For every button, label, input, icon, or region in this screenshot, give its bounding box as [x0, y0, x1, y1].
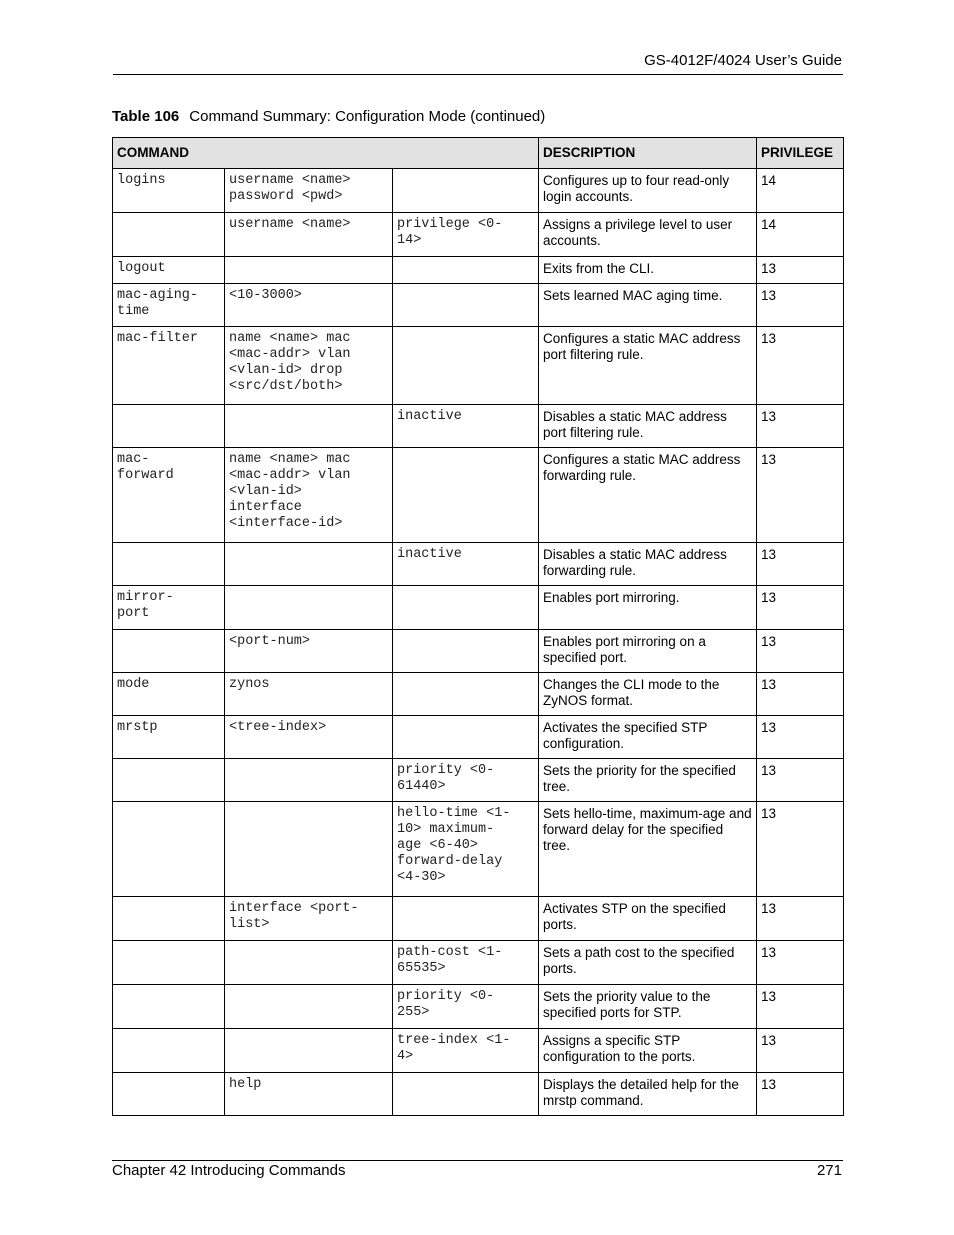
- table-row: [113, 213, 844, 257]
- cell-option: [393, 448, 539, 543]
- cell-option: inactive: [393, 543, 539, 586]
- cell-description: Assigns a privilege level to user accounts.: [539, 213, 757, 257]
- cell-description: Changes the CLI mode to the ZyNOS format.: [539, 673, 757, 716]
- table-row: [113, 630, 844, 673]
- table-row: [113, 543, 844, 586]
- cell-description: Sets learned MAC aging time.: [539, 284, 757, 327]
- table-row: [113, 1073, 844, 1116]
- cell-option: [393, 1073, 539, 1116]
- cell-description: Activates the specified STP configuration.: [539, 716, 757, 759]
- cell-privilege: 13: [757, 897, 844, 941]
- table-row: [113, 897, 844, 941]
- cell-privilege: 13: [757, 985, 844, 1029]
- cell-argument: [225, 586, 393, 630]
- cell-description: Disables a static MAC address port filtering rule.: [539, 405, 757, 448]
- cell-option: [393, 897, 539, 941]
- cell-privilege: 13: [757, 1073, 844, 1116]
- cell-command: mac- forward: [113, 448, 225, 543]
- cell-description: Configures up to four read-only login accounts.: [539, 169, 757, 213]
- footer-chapter: Chapter 42 Introducing Commands: [112, 1162, 346, 1179]
- cell-command: [113, 759, 225, 802]
- cell-command: [113, 897, 225, 941]
- table-row: [113, 284, 844, 327]
- cell-command: [113, 1073, 225, 1116]
- cell-description: Sets the priority for the specified tree.: [539, 759, 757, 802]
- cell-command: [113, 1029, 225, 1073]
- cell-option: inactive: [393, 405, 539, 448]
- cell-privilege: 13: [757, 257, 844, 284]
- cell-command: [113, 543, 225, 586]
- table-row: [113, 405, 844, 448]
- cell-description: Configures a static MAC address port filtering rule.: [539, 327, 757, 405]
- cell-command: [113, 941, 225, 985]
- table-row: [113, 586, 844, 630]
- table-row: [113, 448, 844, 543]
- cell-description: Sets a path cost to the specified ports.: [539, 941, 757, 985]
- cell-privilege: 13: [757, 448, 844, 543]
- cell-argument: username <name> password <pwd>: [225, 169, 393, 213]
- cell-privilege: 14: [757, 169, 844, 213]
- cell-description: Assigns a specific STP configuration to the ports.: [539, 1029, 757, 1073]
- command-summary-table: [112, 137, 844, 1116]
- table-row: [113, 673, 844, 716]
- cell-option: hello-time <1- 10> maximum- age <6-40> forward-delay <4-30>: [393, 802, 539, 897]
- cell-argument: name <name> mac <mac-addr> vlan <vlan-id> interface <interface-id>: [225, 448, 393, 543]
- cell-option: [393, 630, 539, 673]
- cell-privilege: 13: [757, 327, 844, 405]
- cell-command: [113, 213, 225, 257]
- header-divider: [113, 74, 843, 75]
- table-row: [113, 1029, 844, 1073]
- cell-command: [113, 630, 225, 673]
- cell-option: [393, 716, 539, 759]
- header-description: DESCRIPTION: [539, 138, 757, 169]
- footer-page-number: 271: [816, 1162, 842, 1179]
- cell-argument: username <name>: [225, 213, 393, 257]
- cell-privilege: 13: [757, 716, 844, 759]
- table-row: [113, 716, 844, 759]
- cell-description: Exits from the CLI.: [539, 257, 757, 284]
- cell-argument: help: [225, 1073, 393, 1116]
- cell-argument: [225, 985, 393, 1029]
- cell-argument: <port-num>: [225, 630, 393, 673]
- cell-argument: [225, 257, 393, 284]
- table-row: [113, 327, 844, 405]
- cell-description: Displays the detailed help for the mrstp command.: [539, 1073, 757, 1116]
- cell-option: priority <0- 255>: [393, 985, 539, 1029]
- table-row: [113, 985, 844, 1029]
- cell-description: Disables a static MAC address forwarding rule.: [539, 543, 757, 586]
- cell-description: Configures a static MAC address forwarding rule.: [539, 448, 757, 543]
- table-body: [113, 169, 844, 1116]
- cell-privilege: 13: [757, 1029, 844, 1073]
- cell-command: [113, 802, 225, 897]
- cell-argument: [225, 1029, 393, 1073]
- cell-argument: zynos: [225, 673, 393, 716]
- cell-privilege: 13: [757, 802, 844, 897]
- cell-privilege: 13: [757, 630, 844, 673]
- cell-description: Enables port mirroring on a specified port.: [539, 630, 757, 673]
- cell-argument: [225, 759, 393, 802]
- cell-command: mode: [113, 673, 225, 716]
- cell-option: [393, 586, 539, 630]
- table-row: [113, 941, 844, 985]
- table-row: [113, 759, 844, 802]
- cell-option: path-cost <1- 65535>: [393, 941, 539, 985]
- cell-option: [393, 327, 539, 405]
- table-caption-text: Command Summary: Configuration Mode (continued): [189, 108, 546, 125]
- cell-argument: [225, 802, 393, 897]
- cell-argument: [225, 543, 393, 586]
- cell-command: mac-filter: [113, 327, 225, 405]
- table-row: [113, 802, 844, 897]
- cell-privilege: 13: [757, 941, 844, 985]
- cell-command: logout: [113, 257, 225, 284]
- cell-command: mac-aging- time: [113, 284, 225, 327]
- table-caption: [112, 108, 545, 125]
- cell-option: [393, 673, 539, 716]
- cell-option: [393, 284, 539, 327]
- cell-privilege: 13: [757, 759, 844, 802]
- footer-divider: [112, 1160, 843, 1161]
- cell-privilege: 13: [757, 673, 844, 716]
- header-command: COMMAND: [113, 138, 539, 169]
- header-privilege: PRIVILEGE: [757, 138, 844, 169]
- cell-option: [393, 169, 539, 213]
- table-row: [113, 257, 844, 284]
- cell-argument: interface <port- list>: [225, 897, 393, 941]
- cell-option: priority <0- 61440>: [393, 759, 539, 802]
- table-caption-label: Table 106: [112, 108, 180, 125]
- cell-description: Activates STP on the specified ports.: [539, 897, 757, 941]
- cell-privilege: 13: [757, 543, 844, 586]
- cell-description: Sets hello-time, maximum-age and forward delay for the specified tree.: [539, 802, 757, 897]
- cell-argument: [225, 405, 393, 448]
- cell-description: Sets the priority value to the specified ports for STP.: [539, 985, 757, 1029]
- cell-argument: <10-3000>: [225, 284, 393, 327]
- cell-argument: [225, 941, 393, 985]
- cell-privilege: 14: [757, 213, 844, 257]
- cell-command: logins: [113, 169, 225, 213]
- cell-privilege: 13: [757, 284, 844, 327]
- cell-command: [113, 405, 225, 448]
- table-header-row: [113, 138, 844, 169]
- running-header-title: GS-4012F/4024 User’s Guide: [644, 52, 842, 69]
- cell-privilege: 13: [757, 586, 844, 630]
- cell-command: [113, 985, 225, 1029]
- cell-description: Enables port mirroring.: [539, 586, 757, 630]
- cell-option: privilege <0- 14>: [393, 213, 539, 257]
- cell-option: tree-index <1- 4>: [393, 1029, 539, 1073]
- cell-command: mrstp: [113, 716, 225, 759]
- cell-privilege: 13: [757, 405, 844, 448]
- cell-command: mirror- port: [113, 586, 225, 630]
- cell-argument: <tree-index>: [225, 716, 393, 759]
- table-row: [113, 169, 844, 213]
- cell-option: [393, 257, 539, 284]
- cell-argument: name <name> mac <mac-addr> vlan <vlan-id> drop <src/dst/both>: [225, 327, 393, 405]
